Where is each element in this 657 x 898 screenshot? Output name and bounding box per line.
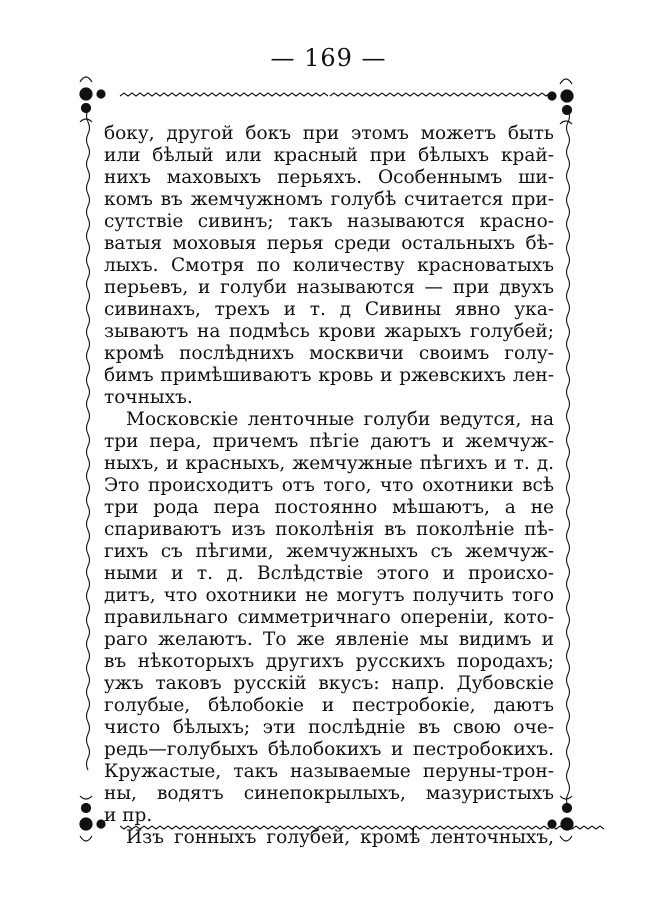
frame-top-rule-right xyxy=(330,93,554,96)
body-text xyxy=(104,123,554,848)
text-line: или бѣлый или красный при бѣлыхъ край- xyxy=(104,145,554,166)
text-line: ны, водятъ синепокрылыхъ, мазуристыхъ xyxy=(104,783,554,804)
corner-ornament-bottom-left xyxy=(80,796,105,841)
text-line: бимъ примѣшиваютъ кровь и ржевскихъ лен- xyxy=(104,365,554,386)
text-line: правильнаго симметричнаго опереніи, кото- xyxy=(104,607,554,628)
text-line: редь—голубыхъ бѣлобокихъ и пестробокихъ. xyxy=(104,739,554,760)
text-line: боку, другой бокъ при этомъ можетъ быть xyxy=(104,123,554,144)
text-line: зываютъ на подмѣсь крови жарыхъ голубей; xyxy=(104,321,554,342)
text-line: нихъ маховыхъ перьяхъ. Особеннымъ ши- xyxy=(104,167,554,188)
text-line: перьевъ, и голуби называются — при двухъ xyxy=(104,277,554,298)
corner-ornament-top-left xyxy=(80,77,105,122)
text-line: три рода пера постоянно мѣшаютъ, а не xyxy=(104,497,554,518)
text-line: спариваютъ изъ поколѣнія въ поколѣніе пѣ- xyxy=(104,519,554,540)
page-number: — 169 — xyxy=(270,44,387,72)
frame-top-rule-left xyxy=(120,93,328,96)
text-line: Изъ гонныхъ голубей, кромѣ ленточныхъ, xyxy=(126,827,554,848)
text-line: ныхъ, и красныхъ, жемчужные пѣгихъ и т. д. xyxy=(104,453,554,474)
text-line: комъ въ жемчужномъ голубѣ считается при- xyxy=(104,189,554,210)
text-line: сутствіе сивинъ; такъ называются красно- xyxy=(104,211,554,232)
text-line: ватыя моховыя перья среди остальныхъ бѣ- xyxy=(104,233,554,254)
text-line: раго желаютъ. То же явленіе мы видимъ и xyxy=(104,629,554,650)
text-line: чисто бѣлыхъ; эти послѣдніе въ свою оче- xyxy=(104,717,554,738)
text-line: сивинахъ, трехъ и т. д Сивины явно ука- xyxy=(104,299,554,320)
text-line: ными и т. д. Вслѣдствіе этого и происхо- xyxy=(104,563,554,584)
text-line: голубые, бѣлобокіе и пестробокіе, даютъ xyxy=(104,695,554,716)
text-line: Это происходитъ отъ того, что охотники всѣ xyxy=(104,475,554,496)
text-line: Кружастые, такъ называемые перуны-трон- xyxy=(104,761,554,782)
text-line: и пр. xyxy=(104,805,153,826)
frame-left-rule xyxy=(87,110,90,770)
text-line: лыхъ. Смотря по количеству красноватыхъ xyxy=(104,255,554,276)
text-line: дитъ, что охотники не могутъ получить того xyxy=(104,585,554,606)
text-line: гихъ съ пѣгими, жемчужныхъ съ жемчуж- xyxy=(104,541,554,562)
text-line: въ нѣкоторыхъ другихъ русскихъ породахъ; xyxy=(104,651,554,672)
text-line: ужъ таковъ русскій вкусъ: напр. Дубовскіе xyxy=(104,673,554,694)
frame-right-rule xyxy=(567,110,570,806)
text-line: кромѣ послѣднихъ москвичи своимъ голу- xyxy=(104,343,554,364)
text-line: точныхъ. xyxy=(104,387,193,408)
text-line: Московскіе ленточные голуби ведутся, на xyxy=(126,409,554,430)
text-line: три пера, причемъ пѣгіе даютъ и жемчуж- xyxy=(104,431,554,452)
